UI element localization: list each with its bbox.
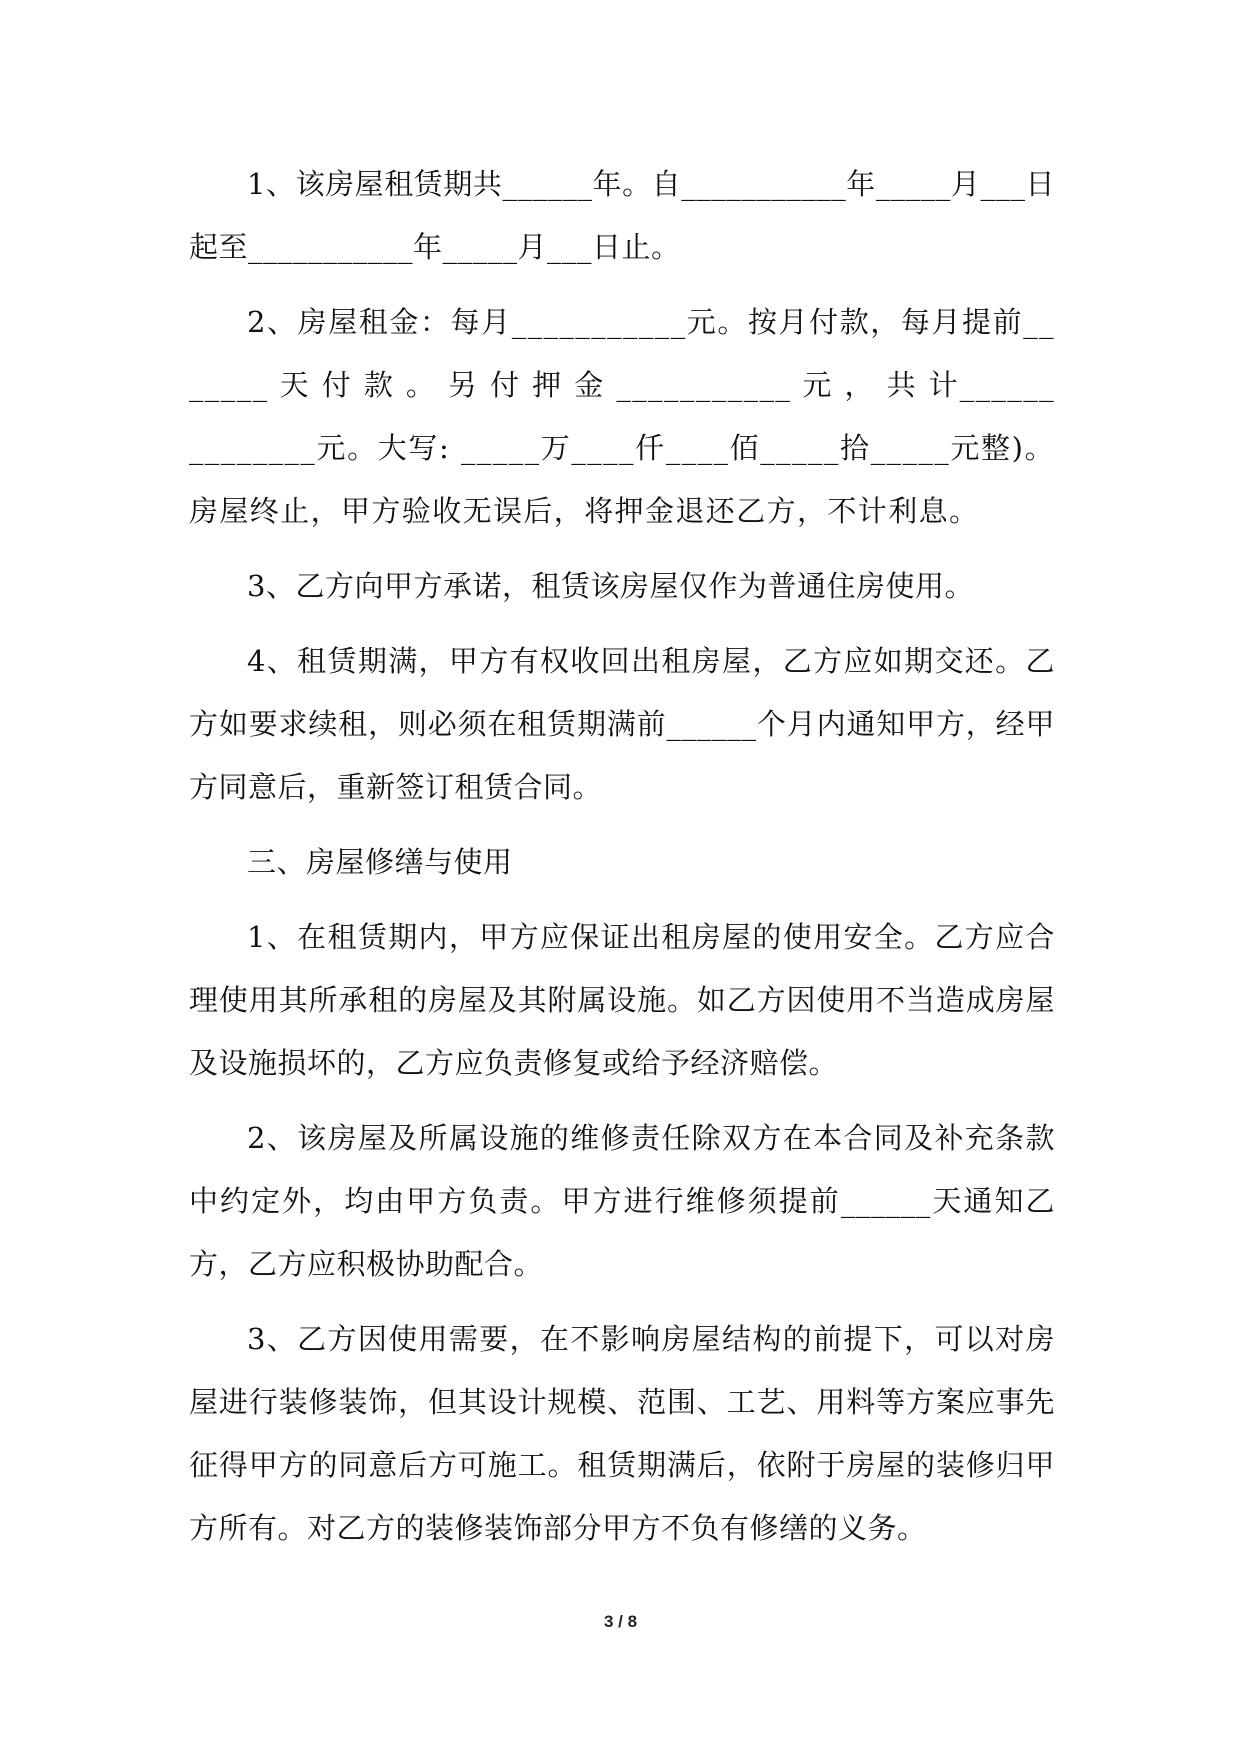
paragraph-decoration: 3、乙方因使用需要，在不影响房屋结构的前提下，可以对房屋进行装修装饰，但其设计规模、范围、工艺、用料等方案应事先征得甲方的同意后方可施工。租赁期满后，依附于房屋的装修归甲方所有。对乙方的装修装饰部分甲方不负有修缮的义务。 — [189, 1322, 1055, 1545]
document-body — [189, 153, 1055, 1572]
paragraph-residential-use: 3、乙方向甲方承诺，租赁该房屋仅作为普通住房使用。 — [247, 569, 974, 603]
page-number: 3 / 8 — [603, 1612, 638, 1631]
paragraph-lease-term: 1、该房屋租赁期共______年。自___________年_____月___日起至___________年_____月___日止。 — [189, 167, 1055, 264]
paragraph-safety-and-damage: 1、在租赁期内，甲方应保证出租房屋的使用安全。乙方应合理使用其所承租的房屋及其附属设施。如乙方因使用不当造成房屋及设施损坏的，乙方应负责修复或给予经济赔偿。 — [189, 920, 1055, 1080]
paragraph-maintenance-duty: 2、该房屋及所属设施的维修责任除双方在本合同及补充条款中约定外，均由甲方负责。甲方进行维修须提前______天通知乙方，乙方应积极协助配合。 — [189, 1121, 1055, 1281]
section-heading-repair-and-use: 三、房屋修缮与使用 — [247, 845, 513, 879]
paragraph-rent-deposit: 2、房屋租金：每月___________元。按月付款，每月提前_______ 天 付 款 。 另 付 押 金 ___________ 元 ， 共 计______________元。大写: _____万____仟____佰_____拾_____元整)。房屋终止，甲方验收无误后，将押金退还乙方，不计利息。 — [189, 305, 1055, 528]
paragraph-lease-renewal: 4、租赁期满，甲方有权收回出租房屋，乙方应如期交还。乙方如要求续租，则必须在租赁期满前______个月内通知甲方，经甲方同意后，重新签订租赁合同。 — [189, 644, 1055, 804]
